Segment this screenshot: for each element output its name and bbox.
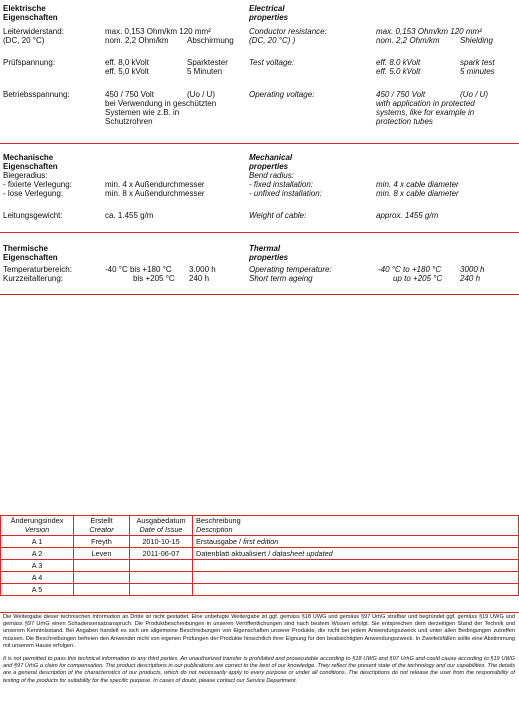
test-value1-de: eff. 8,0 kVolt xyxy=(105,58,149,67)
short-label-en: Short term ageing xyxy=(249,274,313,283)
disclaimer-de: Die Weitergabe dieser technischen Information an Dritte ist nicht gestattet. Eine unbefugte Weitergabe ist ggf. gemäss §18 UWG und gemäss §97 UrhG strafbar und begründet ggf. gemäss §19 UWG und gemäss §97 UrhG einen Schadensersatzanspruch. Die Produktbeschreibungen in unseren Veröffentlichungen sind nach bestem Wissen erfolgt. Sie entsprechen dem derzeitigen Stand der Technik und unserem Kenntnisstand. Bei Angaben handelt es sich um allgemeine Beschreibungen von Eigenschaften unserer Produkte, die nicht bei jedem Anwendungszweck und unter allen Bedingungen zutreffen müssen. Die Beschreibungen befreien den Anwender nicht von eigenen Prüfungen der Produkte hinsichtlich ihrer Eignung für den beabsichtigten Anwendungszweck. In Zweifelsfällen sollte eine Abstimmung mit unserem Hause erfolgen. xyxy=(3,614,515,649)
short-value-en: up to +205 °C xyxy=(393,274,443,283)
bend-label-en: Bend radius: xyxy=(249,171,294,180)
weight-value-en: approx. 1455 g/m xyxy=(376,211,439,220)
loose-label-de: - lose Verlegung: xyxy=(3,189,64,198)
row-creator: Leven xyxy=(74,548,130,560)
op-label-de: Betriebsspannung: xyxy=(3,90,70,99)
test-label-de: Prüfspannung: xyxy=(3,58,56,67)
row-description-de: Datenblatt aktualisiert / xyxy=(196,549,273,558)
electrical-title-de-line1: Elektrische xyxy=(3,4,46,13)
row-description xyxy=(193,548,519,560)
weight-label-en: Weight of cable: xyxy=(249,211,307,220)
header-description-en: Description xyxy=(196,524,233,534)
weight-label-de: Leitungsgewicht: xyxy=(3,211,63,220)
thermal-title-en-line1: Thermal xyxy=(249,244,281,253)
resistance-value1-de: max. 0,153 Ohm/km 120 mm² xyxy=(105,27,211,36)
row-creator xyxy=(74,584,130,596)
divider xyxy=(0,143,519,144)
row-creator: Freyth xyxy=(74,536,130,548)
resistance-label-de: Leiterwiderstand: xyxy=(3,27,64,36)
mechanical-title-en-line1: Mechanical xyxy=(249,153,293,162)
header-description-de: Beschreibung xyxy=(196,516,241,525)
loose-label-en: - unfixed installation: xyxy=(249,189,322,198)
resistance-cond-de: (DC, 20 °C) xyxy=(3,36,45,45)
test-value2b-de: 5 Minuten xyxy=(187,67,223,76)
op-value-unit-de: (Uo / U) xyxy=(187,90,215,99)
temp-hours-en: 3000 h xyxy=(460,265,485,274)
divider xyxy=(0,612,519,613)
fixed-label-en: - fixed installation: xyxy=(249,180,314,189)
header-description xyxy=(193,516,519,536)
electrical-title-de-line2: Eigenschaften xyxy=(3,13,58,22)
thermal-title-en-line2: properties xyxy=(249,253,289,262)
temp-value-de: -40 °C bis +180 °C xyxy=(105,265,172,274)
test-value1b-de: Sparktester xyxy=(187,58,228,67)
op-value-de: 450 / 750 Volt xyxy=(105,90,154,99)
weight-value-de: ca. 1.455 g/m xyxy=(105,211,154,220)
test-value2-en: eff. 5.0 kVolt xyxy=(376,67,421,76)
mechanical-title-de-line1: Mechanische xyxy=(3,153,54,162)
thermal-title-de-line1: Thermische xyxy=(3,244,48,253)
resistance-value2-de: nom. 2,2 Ohm/km xyxy=(105,36,169,45)
row-creator xyxy=(74,572,130,584)
op-note-de-2: Systemen wie z.B. in xyxy=(105,108,180,117)
row-date: 2011-06-07 xyxy=(130,548,193,560)
op-note-de-1: bei Verwendung in geschützten xyxy=(105,99,217,108)
resistance-shield-en: Shielding xyxy=(460,36,493,45)
resistance-value1-en: max. 0,153 Ohm/km 120 mm² xyxy=(376,27,482,36)
table-row xyxy=(1,584,519,596)
header-version-de: Änderungsindex xyxy=(10,516,64,525)
row-version: A 2 xyxy=(1,548,74,560)
header-date xyxy=(130,516,193,536)
test-label-en: Test voltage: xyxy=(249,58,295,67)
fixed-value-de: min. 4 x Außendurchmesser xyxy=(105,180,205,189)
header-version xyxy=(1,516,74,536)
resistance-value2-en: nom. 2,2 Ohm/km xyxy=(376,36,440,45)
row-description-en: first edition xyxy=(243,537,279,546)
header-version-en: Version xyxy=(24,524,50,534)
row-description xyxy=(193,536,519,548)
short-hours-de: 240 h xyxy=(189,274,210,283)
op-note-de-3: Schutzrohren xyxy=(105,117,153,126)
row-version: A 4 xyxy=(1,572,74,584)
resistance-shield-de: Abschirmung xyxy=(187,36,234,45)
row-description xyxy=(193,584,519,596)
mechanical-title-en-line2: properties xyxy=(249,162,289,171)
revision-header-row xyxy=(1,516,519,536)
test-value1-en: eff. 8.0 kVolt xyxy=(376,58,421,67)
row-version: A 1 xyxy=(1,536,74,548)
row-description-en: datasheet updated xyxy=(272,549,333,558)
header-creator-en: Creator xyxy=(89,524,114,534)
header-date-en: Date of Issue xyxy=(139,524,183,534)
test-value1b-en: spark test xyxy=(460,58,495,67)
row-date xyxy=(130,572,193,584)
row-date: 2010-10-15 xyxy=(130,536,193,548)
divider xyxy=(0,294,519,295)
short-label-de: Kurzzeitalterung: xyxy=(3,274,64,283)
temp-hours-de: 3.000 h xyxy=(189,265,216,274)
electrical-title-en-line1: Electrical xyxy=(249,4,285,13)
header-creator xyxy=(74,516,130,536)
revision-table xyxy=(0,515,519,596)
op-label-en: Operating voltage: xyxy=(249,90,315,99)
electrical-title-en-line2: properties xyxy=(249,13,289,22)
resistance-cond-en: (DC, 20 °C) ) xyxy=(249,36,296,45)
bend-label-de: Biegeradius: xyxy=(3,171,48,180)
temp-label-de: Temperaturbereich: xyxy=(3,265,72,274)
short-hours-en: 240 h xyxy=(460,274,481,283)
short-value-de: bis +205 °C xyxy=(133,274,175,283)
op-note-en-1: with application in protected xyxy=(376,99,475,108)
table-row xyxy=(1,548,519,560)
loose-value-de: min. 8 x Außendurchmesser xyxy=(105,189,205,198)
temp-value-en: -40 °C to +180 °C xyxy=(378,265,442,274)
fixed-label-de: - fixierte Verlegung: xyxy=(3,180,72,189)
table-row xyxy=(1,536,519,548)
temp-label-en: Operating temperature: xyxy=(249,265,332,274)
test-value2b-en: 5 minutes xyxy=(460,67,495,76)
op-note-en-3: protection tubes xyxy=(376,117,433,126)
loose-value-en: min. 8 x cable diameter xyxy=(376,189,459,198)
op-note-en-2: systems, like for example in xyxy=(376,108,475,117)
row-date xyxy=(130,560,193,572)
row-creator xyxy=(74,560,130,572)
op-value-unit-en: (Uo / U) xyxy=(460,90,488,99)
disclaimer-en: It is not permitted to pass this technical information to any third parties. An unauthorized transfer is prohibited and prosecutable according to §18 UWG and §97 UrhG and could cause according to §19 UWG and §97 UrhG a claim for compensation. The product descriptions in our publications are correct to the best of our knowledge. They reflect the present state of the technology and our capabilities. The details are a general description of the characteristics of our products, which do not necessarily apply to every purpose or under all conditions. The descriptions do not release the user from the responsibility of testing of the products for suitability for the specific purpose. In cases of doubt, please contact our Service Department. xyxy=(3,656,515,684)
row-description-de: Erstausgabe / xyxy=(196,537,244,546)
row-date xyxy=(130,584,193,596)
resistance-label-en: Conductor resistance: xyxy=(249,27,327,36)
row-version: A 3 xyxy=(1,560,74,572)
header-date-de: Ausgabedatum xyxy=(136,516,186,525)
mechanical-title-de-line2: Eigenschaften xyxy=(3,162,58,171)
test-value2-de: eff. 5,0 kVolt xyxy=(105,67,149,76)
row-version: A 5 xyxy=(1,584,74,596)
header-creator-de: Erstellt xyxy=(90,516,113,525)
row-description xyxy=(193,560,519,572)
fixed-value-en: min. 4 x cable diameter xyxy=(376,180,459,189)
divider xyxy=(0,232,519,233)
thermal-title-de-line2: Eigenschaften xyxy=(3,253,58,262)
row-description xyxy=(193,572,519,584)
op-value-en: 450 / 750 Volt xyxy=(376,90,426,99)
table-row xyxy=(1,572,519,584)
table-row xyxy=(1,560,519,572)
